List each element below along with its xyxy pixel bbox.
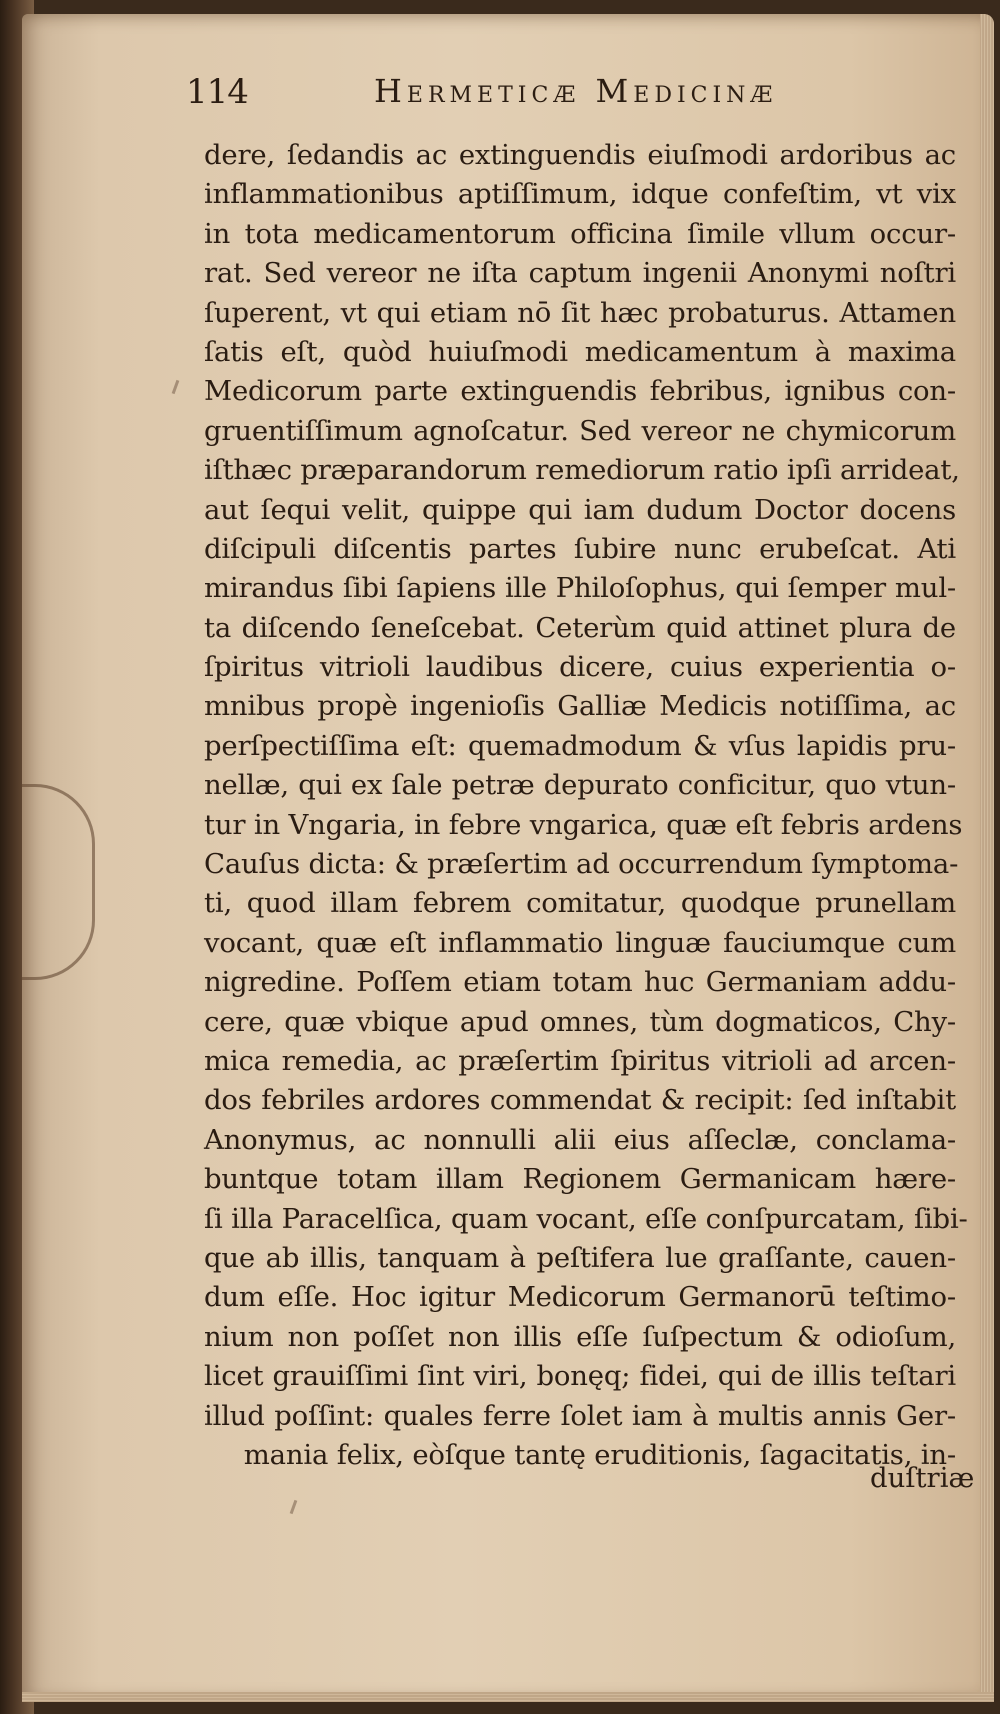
- text-line: vocant, quæ eſt inflammatio linguæ fauciumque cum: [204, 926, 956, 959]
- text-line: Cauſus dicta: & præſertim ad occurrendum ſymptoma-: [204, 848, 959, 881]
- text-line: aut ſequi velit, quippe qui iam dudum Doctor docens: [204, 493, 956, 526]
- text-line: gruentiſſimum agnoſcatur. Sed vereor ne chymicorum: [204, 414, 956, 447]
- text-line: mirandus ſibi ſapiens ille Philoſophus, qui ſemper mul-: [204, 572, 956, 605]
- text-line: buntque totam illam Regionem Germanicam hære-: [204, 1163, 956, 1196]
- text-line: illud poſſint: quales ferre ſolet iam à multis annis Ger-: [204, 1399, 956, 1432]
- text-line: Anonymus, ac nonnulli alii eius aſſeclæ, conclama-: [204, 1123, 956, 1156]
- page-header: [186, 72, 942, 132]
- text-line: perſpectiſſima eſt: quemadmodum & vſus lapidis pru-: [204, 729, 956, 762]
- text-line: ti, quod illam febrem comitatur, quodque prunellam: [204, 887, 956, 920]
- text-line: iſthæc præparandorum remediorum ratio ipſi arrideat,: [204, 454, 960, 487]
- text-line: rat. Sed vereor ne iſta captum ingenii Anonymi noſtri: [204, 257, 956, 290]
- text-line: ſpiritus vitrioli laudibus dicere, cuius experientia o-: [204, 651, 956, 684]
- text-line: in tota medicamentorum officina ſimile vllum occur-: [204, 217, 956, 250]
- text-line: tur in Vngaria, in febre vngarica, quæ eſt febris ardens: [204, 808, 963, 841]
- text-line: ta diſcendo ſeneſcebat. Ceterùm quid attinet plura de: [204, 611, 956, 644]
- text-line: mania felix, eòſque tantę eruditionis, ſagacitatis, in-: [243, 1438, 956, 1471]
- text-line: ſi illa Paracelſica, quam vocant, eſſe conſpurcatam, ſibi-: [204, 1202, 968, 1235]
- text-line: dum eſſe. Hoc igitur Medicorum Germanorū teſtimo-: [204, 1281, 956, 1314]
- text-line: ſatis eſt, quòd huiuſmodi medicamentum à maxima: [204, 335, 956, 368]
- text-line: cere, quæ vbique apud omnes, tùm dogmaticos, Chy-: [204, 1005, 956, 1038]
- body-text: [204, 136, 968, 1475]
- text-line: nellæ, qui ex ſale petræ depurato conficitur, quo vtun-: [204, 769, 956, 802]
- text-line: licet grauiſſimi ſint viri, bonęq; fidei, qui de illis teſtari: [204, 1360, 956, 1393]
- text-line: nium non poſſet non illis eſſe ſuſpectum & odioſum,: [204, 1320, 956, 1353]
- clasp-shadow: [22, 784, 95, 980]
- page-bottom-edge: [22, 1692, 994, 1702]
- text-line: Medicorum parte extinguendis febribus, ignibus con-: [204, 375, 956, 408]
- text-line: mnibus propè ingenioſis Galliæ Medicis notiſſima, ac: [204, 690, 956, 723]
- page-fore-edge: [980, 14, 994, 1702]
- running-head: Hermeticæ Medicinæ: [374, 72, 778, 110]
- text-line: ſuperent, vt qui etiam nō ſit hæc probaturus. Attamen: [204, 296, 956, 329]
- text-line: inflammationibus aptiſſimum, idque confeſtim, vt vix: [204, 178, 956, 211]
- catchword: duſtriæ: [870, 1462, 975, 1494]
- text-line: dos febriles ardores commendat & recipit: ſed inſtabit: [204, 1084, 956, 1117]
- text-line: mica remedia, ac præſertim ſpiritus vitrioli ad arcen-: [204, 1044, 956, 1077]
- text-line: nigredine. Poſſem etiam totam huc Germaniam addu-: [204, 966, 956, 999]
- text-line: diſcipuli diſcentis partes ſubire nunc erubeſcat. Ati: [204, 532, 956, 565]
- text-line: que ab illis, tanquam à peſtifera lue graſſante, cauen-: [204, 1241, 956, 1274]
- text-line: dere, ſedandis ac extinguendis eiuſmodi ardoribus ac: [204, 139, 956, 171]
- page-number: 114: [186, 72, 248, 112]
